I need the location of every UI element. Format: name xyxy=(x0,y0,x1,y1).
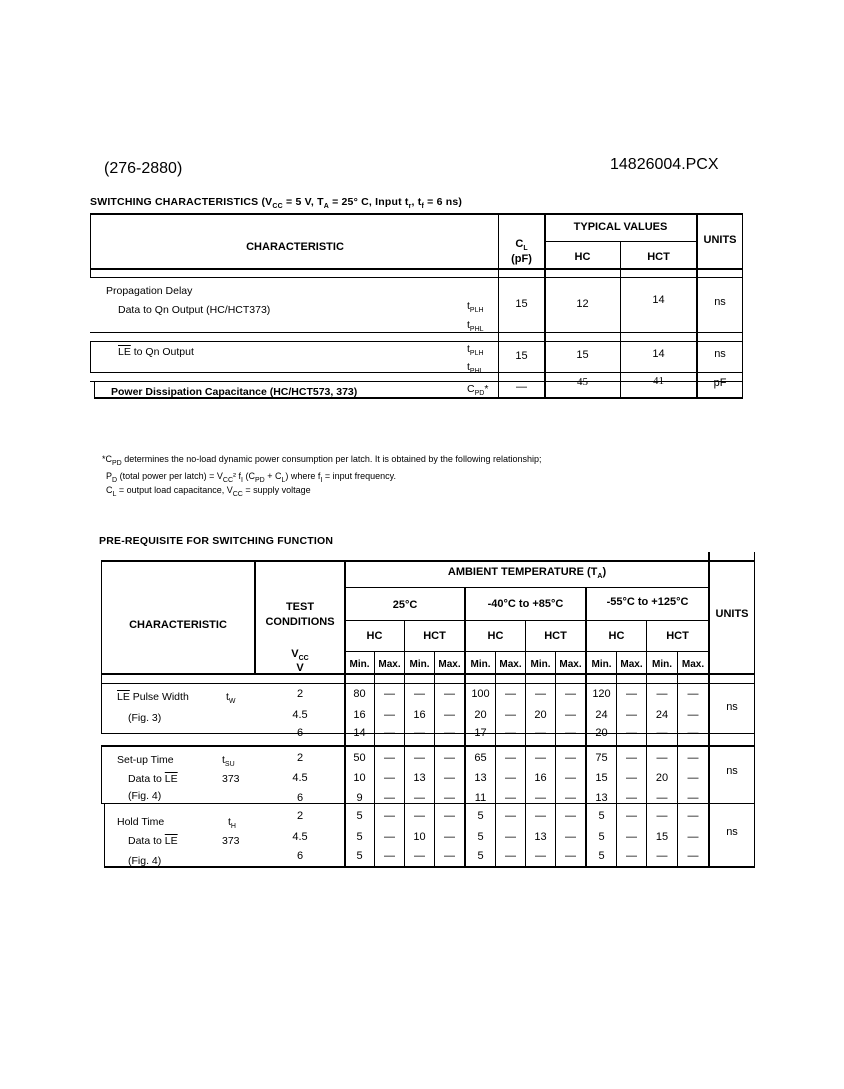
prop-delay-units: ns xyxy=(714,296,726,308)
prop-delay-sublabel: Data to Qn Output (HC/HCT373) xyxy=(118,304,271,316)
col-max-header: Max. xyxy=(620,659,643,670)
limit-value: — xyxy=(687,709,699,721)
prop-delay-cl: 15 xyxy=(515,298,528,310)
col-min-header: Min. xyxy=(349,659,370,670)
limit-value: 16 xyxy=(353,709,366,721)
col-min-header: Min. xyxy=(409,659,430,670)
col-max-header: Max. xyxy=(681,659,705,670)
limit-value: — xyxy=(414,752,425,764)
limit-value: — xyxy=(656,688,668,700)
le-pulse-units: ns xyxy=(726,701,738,713)
limit-value: — xyxy=(687,792,699,804)
limit-value: — xyxy=(565,831,576,843)
switching-title-d: , t xyxy=(411,196,422,208)
limit-value: — xyxy=(444,772,455,784)
prop-delay-sym2 xyxy=(467,319,484,333)
limit-value: 15 xyxy=(595,772,608,784)
vcc-value: 2 xyxy=(296,810,304,822)
vcc-value: 2 xyxy=(296,688,304,700)
limit-value: 120 xyxy=(592,688,611,700)
limit-value: 10 xyxy=(353,772,366,784)
le-ol: $\overline{LE}$ xyxy=(164,835,178,847)
limit-value: — xyxy=(444,688,455,700)
power-diss-hct: 41 xyxy=(653,375,664,387)
limit-value: — xyxy=(687,752,699,764)
limit-value: — xyxy=(414,688,425,700)
limit-value: — xyxy=(535,810,546,822)
limit-value: 5 xyxy=(598,810,605,822)
hold-units: ns xyxy=(726,826,738,838)
sym-sub: PLH xyxy=(469,307,484,315)
vcc-sub: CC xyxy=(298,655,309,663)
col-hc-header: HC xyxy=(608,630,625,642)
limit-value: — xyxy=(444,709,455,721)
limit-value: — xyxy=(444,810,455,822)
le-to-qn-units: ns xyxy=(714,348,726,360)
limit-value: — xyxy=(626,772,637,784)
sym-c: C xyxy=(467,383,475,395)
sym-sub: H xyxy=(230,823,236,831)
switching-col-typical: TYPICAL VALUES xyxy=(573,221,668,233)
switching-title-b: = 5 V, T xyxy=(282,196,324,208)
limit-value: — xyxy=(565,810,576,822)
limit-value: 65 xyxy=(474,752,487,764)
n2s6: I xyxy=(320,476,323,484)
power-diss-units: pF xyxy=(713,377,727,389)
hold-sym xyxy=(228,816,236,830)
sym-t: t xyxy=(467,319,470,331)
le-to-qn-label xyxy=(118,346,194,358)
limit-value: — xyxy=(626,810,637,822)
limit-value: — xyxy=(414,792,425,804)
limit-value: — xyxy=(384,792,395,804)
switching-title-b-sub: A xyxy=(323,203,329,211)
switching-title-a: SWITCHING CHARACTERISTICS (V xyxy=(90,196,273,208)
limit-value: 16 xyxy=(534,772,547,784)
n2s2: CC xyxy=(222,476,234,484)
limit-value: — xyxy=(505,831,516,843)
power-diss-hc: 45 xyxy=(577,376,588,388)
limit-value: 24 xyxy=(655,709,669,721)
sym-sub: PD xyxy=(474,390,485,398)
vcc-v: V xyxy=(291,648,299,660)
vcc-value: 4.5 xyxy=(292,831,308,843)
n3b: = output load capacitance, V xyxy=(116,485,233,495)
prereq-temp-85: -40°C to +85°C xyxy=(487,598,564,610)
limit-value: 5 xyxy=(477,831,484,843)
limit-value: — xyxy=(565,752,576,764)
col-hc-header: HC xyxy=(366,630,383,642)
note-line-2 xyxy=(106,471,396,484)
le-to-qn-sym2 xyxy=(467,361,484,375)
sym-t: t xyxy=(467,343,470,355)
col-max-header: Max. xyxy=(559,659,582,670)
setup-sym xyxy=(222,754,235,768)
limit-value: — xyxy=(535,688,546,700)
switching-col-hc: HC xyxy=(574,251,591,263)
col-max-header: Max. xyxy=(378,659,401,670)
prop-delay-hct: 14 xyxy=(652,294,665,306)
limit-value: — xyxy=(687,810,699,822)
limit-value: — xyxy=(626,752,637,764)
limit-value: 5 xyxy=(356,810,363,822)
limit-value: — xyxy=(626,688,637,700)
sym-t: t xyxy=(228,816,231,828)
limit-value: — xyxy=(444,831,455,843)
limit-value: — xyxy=(565,688,576,700)
prereq-col-conditions: CONDITIONS xyxy=(265,616,335,628)
limit-value: — xyxy=(626,850,637,862)
setup-fig: (Fig. 4) xyxy=(128,790,162,802)
le-pulse-sym xyxy=(226,691,236,705)
sym-sub: PLH xyxy=(469,350,484,358)
prereq-col-characteristic: CHARACTERISTIC xyxy=(129,619,227,631)
limit-value: — xyxy=(384,850,395,862)
switching-col-characteristic: CHARACTERISTIC xyxy=(246,241,344,253)
limit-value: — xyxy=(444,792,455,804)
limit-value: 5 xyxy=(598,850,605,862)
limit-value: — xyxy=(384,752,395,764)
sym-t: t xyxy=(467,361,470,373)
hold-373: 373 xyxy=(222,835,240,847)
power-diss-cl: — xyxy=(516,381,527,393)
le-ol: $\overline{LE}$ xyxy=(117,691,130,703)
hold-fig: (Fig. 4) xyxy=(128,855,162,867)
limit-value: — xyxy=(687,727,699,739)
col-max-header: Max. xyxy=(438,659,461,670)
limit-value: 10 xyxy=(413,831,426,843)
limit-value: — xyxy=(626,727,637,739)
n2s4: PD xyxy=(254,476,265,484)
limit-value: — xyxy=(505,709,516,721)
n2a: P xyxy=(106,471,113,481)
col-max-header: Max. xyxy=(499,659,522,670)
le-to-qn-sym1 xyxy=(467,343,484,357)
le-to-qn-hct: 14 xyxy=(652,348,665,360)
limit-value: 13 xyxy=(595,792,608,804)
le-to-qn-hc: 15 xyxy=(576,349,589,361)
sym-t: t xyxy=(226,691,229,703)
vcc-value: 6 xyxy=(296,792,304,804)
limit-value: — xyxy=(505,850,516,862)
limit-value: 50 xyxy=(353,752,366,764)
limit-value: — xyxy=(565,850,576,862)
sym-star: * xyxy=(484,383,489,395)
n3s2: CC xyxy=(232,490,243,498)
limit-value: — xyxy=(384,831,395,843)
limit-value: — xyxy=(535,792,546,804)
n2c: ² f xyxy=(233,471,242,481)
n2s5: L xyxy=(281,476,286,484)
limit-value: — xyxy=(626,792,637,804)
limit-value: 13 xyxy=(474,772,487,784)
setup-units: ns xyxy=(726,765,738,777)
sym-sub: W xyxy=(228,698,236,706)
limit-value: 20 xyxy=(474,709,487,721)
limit-value: 20 xyxy=(655,772,669,784)
sym-sub: SU xyxy=(224,761,235,769)
limit-value: 24 xyxy=(595,709,608,721)
vcc-value: 4.5 xyxy=(292,709,308,721)
setup-label: Set-up Time xyxy=(117,754,174,766)
prereq-col-vcc xyxy=(256,648,344,662)
prereq-title: PRE-REQUISITE FOR SWITCHING FUNCTION xyxy=(99,535,334,547)
limit-value: — xyxy=(505,772,516,784)
limit-value: — xyxy=(687,772,699,784)
limit-value: — xyxy=(656,727,668,739)
limit-value: 9 xyxy=(356,792,363,804)
prereq-col-ambient xyxy=(346,566,708,580)
ambient-end: ) xyxy=(602,566,607,578)
limit-value: — xyxy=(505,688,516,700)
prop-delay-label: Propagation Delay xyxy=(106,285,193,297)
vcc-value: 6 xyxy=(296,850,304,862)
limit-value: — xyxy=(535,752,546,764)
limit-value: — xyxy=(687,831,699,843)
prereq-col-test: TEST xyxy=(285,601,315,613)
limit-value: 80 xyxy=(353,688,366,700)
limit-value: — xyxy=(565,792,576,804)
switching-col-cl-unit: (pF) xyxy=(511,253,532,265)
limit-value: — xyxy=(565,727,576,739)
switching-title-c-sub: r xyxy=(408,203,412,211)
col-min-header: Min. xyxy=(530,659,551,670)
limit-value: — xyxy=(505,792,516,804)
prop-delay-sym1 xyxy=(467,300,484,314)
sym-sub: PHL xyxy=(469,326,484,334)
limit-value: — xyxy=(444,752,455,764)
switching-title-a-sub: CC xyxy=(272,203,283,211)
limit-value: 5 xyxy=(356,850,363,862)
vcc-value: 4.5 xyxy=(292,772,308,784)
n2e: + C xyxy=(264,471,282,481)
n3a: C xyxy=(106,485,113,495)
prereq-col-units: UNITS xyxy=(715,608,749,620)
limit-value: 14 xyxy=(353,727,366,739)
sym-sub: PHL xyxy=(469,368,484,376)
ambient-sub: A xyxy=(597,573,603,581)
limit-value: 13 xyxy=(534,831,547,843)
limit-value: 75 xyxy=(595,752,608,764)
limit-value: 100 xyxy=(471,688,490,700)
data-to: Data to xyxy=(128,773,165,785)
limit-value: — xyxy=(444,850,455,862)
limit-value: — xyxy=(505,752,516,764)
setup-373: 373 xyxy=(222,773,240,785)
switching-col-hct: HCT xyxy=(647,251,670,263)
n2s3: I xyxy=(241,476,243,484)
col-min-header: Min. xyxy=(591,659,612,670)
limit-value: — xyxy=(384,688,395,700)
prereq-temp-25: 25°C xyxy=(392,599,418,611)
part-number: (276-2880) xyxy=(104,160,183,177)
limit-value: — xyxy=(687,850,699,862)
limit-value: — xyxy=(626,709,637,721)
col-min-header: Min. xyxy=(652,659,672,670)
n3s1: L xyxy=(112,490,117,498)
limit-value: — xyxy=(626,831,637,843)
limit-value: — xyxy=(384,727,395,739)
col-hct-header: HCT xyxy=(666,630,689,642)
col-hct-header: HCT xyxy=(544,630,567,642)
limit-value: — xyxy=(656,752,668,764)
limit-value: — xyxy=(535,727,546,739)
le-pulse-fig: (Fig. 3) xyxy=(128,712,162,724)
limit-value: — xyxy=(414,850,425,862)
n2s1: D xyxy=(112,476,118,484)
limit-value: 5 xyxy=(477,810,484,822)
n2g: = input frequency. xyxy=(322,471,396,481)
n1sub: PD xyxy=(112,459,122,467)
file-name: 14826004.PCX xyxy=(610,156,719,173)
sym-t: t xyxy=(467,300,470,312)
col-hc-header: HC xyxy=(487,630,504,642)
ambient-a: AMBIENT TEMPERATURE (T xyxy=(447,566,598,578)
limit-value: — xyxy=(384,810,395,822)
limit-value: — xyxy=(505,810,516,822)
le-rest: to Qn Output xyxy=(130,346,194,358)
switching-col-cl xyxy=(499,238,544,252)
limit-value: — xyxy=(565,709,576,721)
le-to-qn-cl: 15 xyxy=(515,350,528,362)
vcc-value: 6 xyxy=(296,727,304,739)
cl-label: C xyxy=(515,238,524,250)
switching-col-units: UNITS xyxy=(703,234,737,246)
n1b: determines the no-load dynamic power consumption per latch. It is obtained by the following relationship; xyxy=(121,454,542,464)
cl-sub: L xyxy=(523,245,528,253)
setup-line2 xyxy=(128,773,178,785)
le-pulse-label xyxy=(117,691,189,703)
n1a: *C xyxy=(102,454,113,464)
switching-title-d-sub: f xyxy=(421,203,425,211)
limit-value: — xyxy=(656,810,668,822)
note-line-1 xyxy=(102,454,542,467)
power-diss-sym xyxy=(467,383,488,397)
limit-value: 20 xyxy=(595,727,608,739)
le-ol: $\overline{LE}$ xyxy=(164,773,178,785)
switching-title xyxy=(90,196,462,210)
n2f: ) where f xyxy=(285,471,321,481)
note-line-3 xyxy=(106,485,311,498)
limit-value: — xyxy=(656,792,668,804)
limit-value: — xyxy=(384,772,395,784)
limit-value: — xyxy=(565,772,576,784)
le-rest: Pulse Width xyxy=(129,691,189,703)
limit-value: — xyxy=(414,810,425,822)
limit-value: — xyxy=(656,850,668,862)
data-to: Data to xyxy=(128,835,165,847)
limit-value: 17 xyxy=(474,727,487,739)
limit-value: 15 xyxy=(655,831,669,843)
limit-value: — xyxy=(505,727,516,739)
limit-value: 5 xyxy=(356,831,363,843)
hold-label: Hold Time xyxy=(117,816,165,828)
limit-value: 11 xyxy=(474,792,487,804)
switching-title-e: = 6 ns) xyxy=(424,196,463,208)
limit-value: 20 xyxy=(534,709,547,721)
n3c: = supply voltage xyxy=(242,485,311,495)
limit-value: 13 xyxy=(413,772,426,784)
col-min-header: Min. xyxy=(470,659,491,670)
limit-value: — xyxy=(687,688,699,700)
limit-value: — xyxy=(384,709,395,721)
limit-value: — xyxy=(535,850,546,862)
power-diss-label: Power Dissipation Capacitance (HC/HCT573, 373) xyxy=(111,386,358,398)
limit-value: — xyxy=(444,727,455,739)
n2d: (C xyxy=(242,471,255,481)
switching-title-c: = 25° C, Input t xyxy=(328,196,409,208)
vcc-value: 2 xyxy=(296,752,304,764)
limit-value: 16 xyxy=(413,709,426,721)
n2b: (total power per latch) = V xyxy=(117,471,223,481)
le-overline: $\overline{LE}$ xyxy=(118,346,131,358)
prop-delay-hc: 12 xyxy=(576,298,589,310)
limit-value: — xyxy=(414,727,425,739)
limit-value: 5 xyxy=(477,850,484,862)
prereq-temp-125: -55°C to +125°C xyxy=(606,596,689,608)
col-hct-header: HCT xyxy=(423,630,446,642)
prereq-col-vcc-unit: V xyxy=(296,662,304,674)
limit-value: 5 xyxy=(598,831,605,843)
hold-line2 xyxy=(128,835,178,847)
sym-t: t xyxy=(222,754,225,766)
